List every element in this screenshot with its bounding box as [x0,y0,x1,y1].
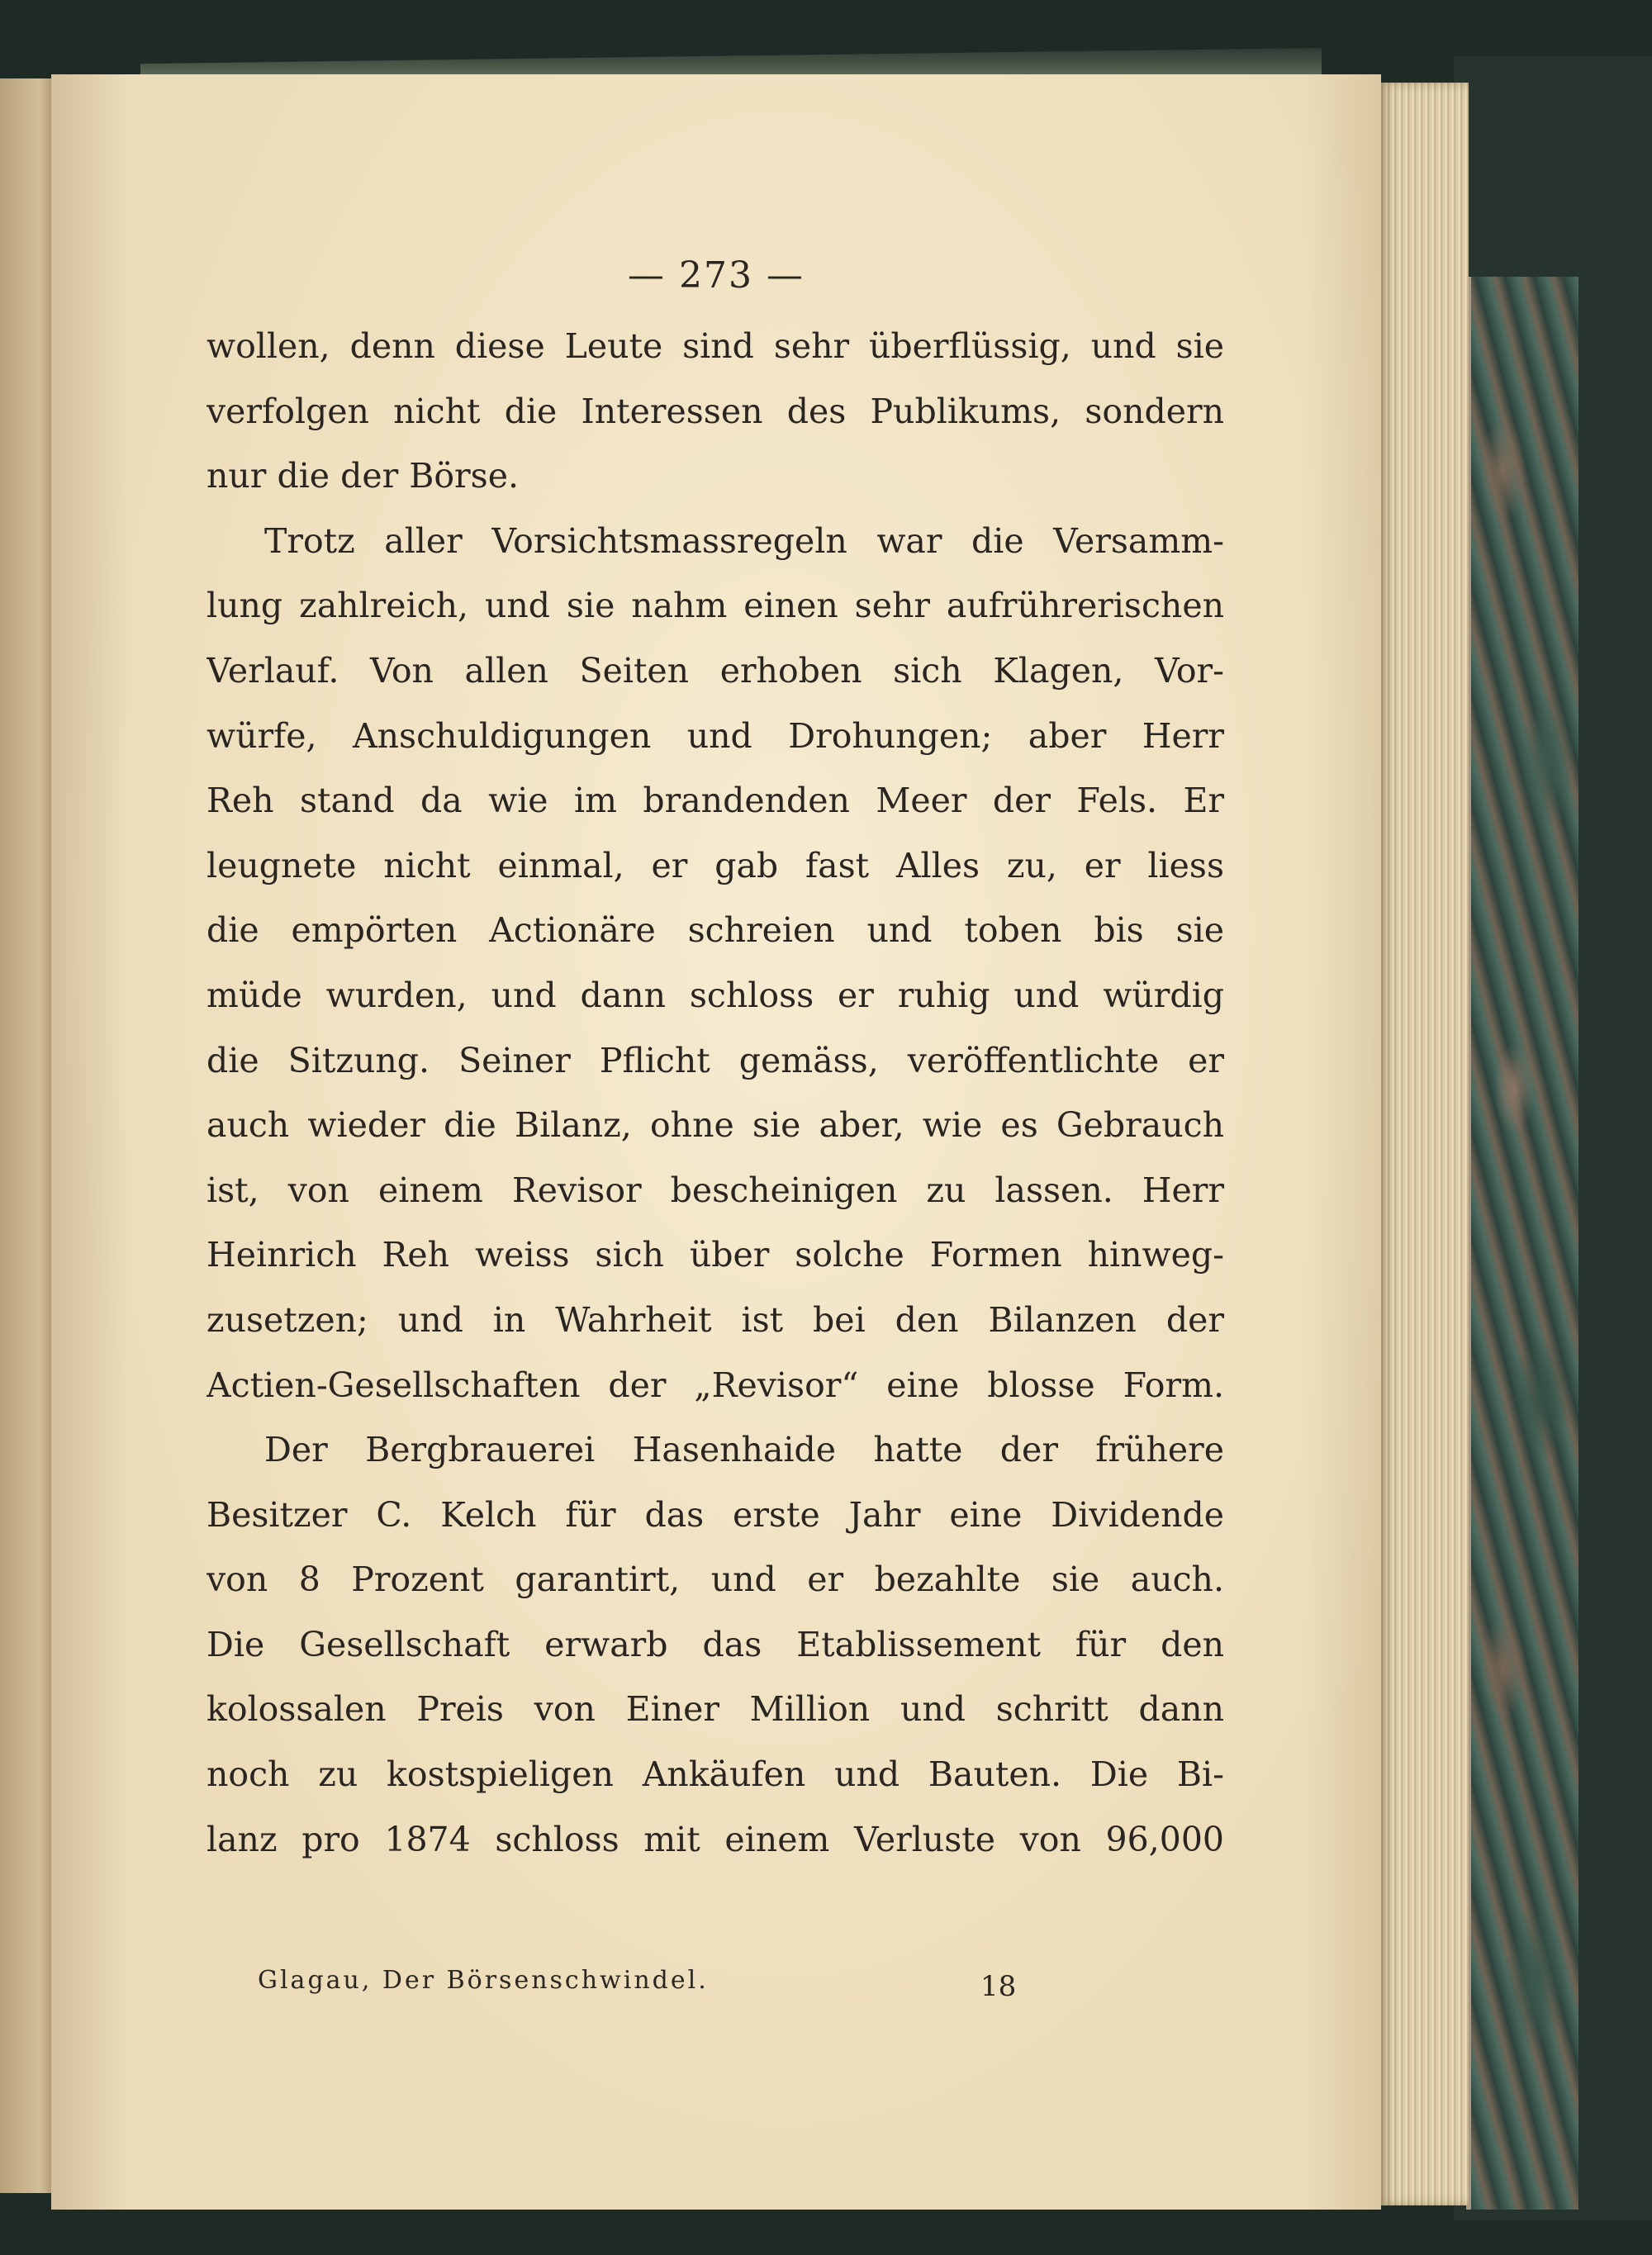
book-page [51,74,1381,2210]
text-line: würfe, Anschuldigungen und Drohungen; aber Herr [206,715,1224,756]
text-line: auch wieder die Bilanz, ohne sie aber, wie es Gebrauch [206,1105,1224,1146]
text-line: Actien-Gesellschaften der „Revisor“ eine blosse Form. [206,1365,1224,1405]
text-line: Der Bergbrauerei Hasenhaide hatte der frühere [264,1430,1224,1470]
text-line: die Sitzung. Seiner Pflicht gemäss, veröffentlichte er [206,1040,1224,1080]
text-line: kolossalen Preis von Einer Million und schritt dann [206,1689,1224,1730]
sheet-number: 18 [980,1970,1017,2003]
text-line: Besitzer C. Kelch für das erste Jahr eine Dividende [206,1494,1224,1535]
text-line: Reh stand da wie im brandenden Meer der Fels. Er [206,781,1224,821]
text-line: zusetzen; und in Wahrheit ist bei den Bilanzen der [206,1299,1224,1340]
text-line: müde wurden, und dann schloss er ruhig und würdig [206,975,1224,1015]
signature-line: Glagau, Der Börsenschwindel. [258,1966,709,1995]
text-line: noch zu kostspieligen Ankäufen und Bauten. Die Bi- [206,1754,1224,1795]
text-line: wollen, denn diese Leute sind sehr überflüssig, und sie [206,326,1224,366]
text-line: ist, von einem Revisor bescheinigen zu lassen. Herr [206,1170,1224,1210]
text-line: lung zahlreich, und sie nahm einen sehr aufrührerischen [206,586,1224,626]
text-line: von 8 Prozent garantirt, und er bezahlte sie auch. [206,1560,1224,1600]
page-block-edge [1378,83,1469,2205]
body-text [206,314,1224,1872]
left-page-edge [0,78,56,2193]
text-line: nur die der Börse. [206,456,519,496]
text-line: Die Gesellschaft erwarb das Etablissement für den [206,1624,1224,1664]
text-line: Verlauf. Von allen Seiten erhoben sich Klagen, Vor- [206,650,1224,691]
text-line: Trotz aller Vorsichtsmassregeln war die Versamm- [264,520,1224,561]
page-number-head: — 273 — [628,254,805,297]
text-line: lanz pro 1874 schloss mit einem Verluste von 96,000 [206,1819,1224,1859]
text-line: Heinrich Reh weiss sich über solche Formen hinweg- [206,1235,1224,1275]
marbled-cover-edge [1466,277,1578,2210]
text-line: die empörten Actionäre schreien und toben bis sie [206,910,1224,951]
text-line: verfolgen nicht die Interessen des Publikums, sondern [206,391,1224,431]
text-line: leugnete nicht einmal, er gab fast Alles zu, er liess [206,845,1224,885]
